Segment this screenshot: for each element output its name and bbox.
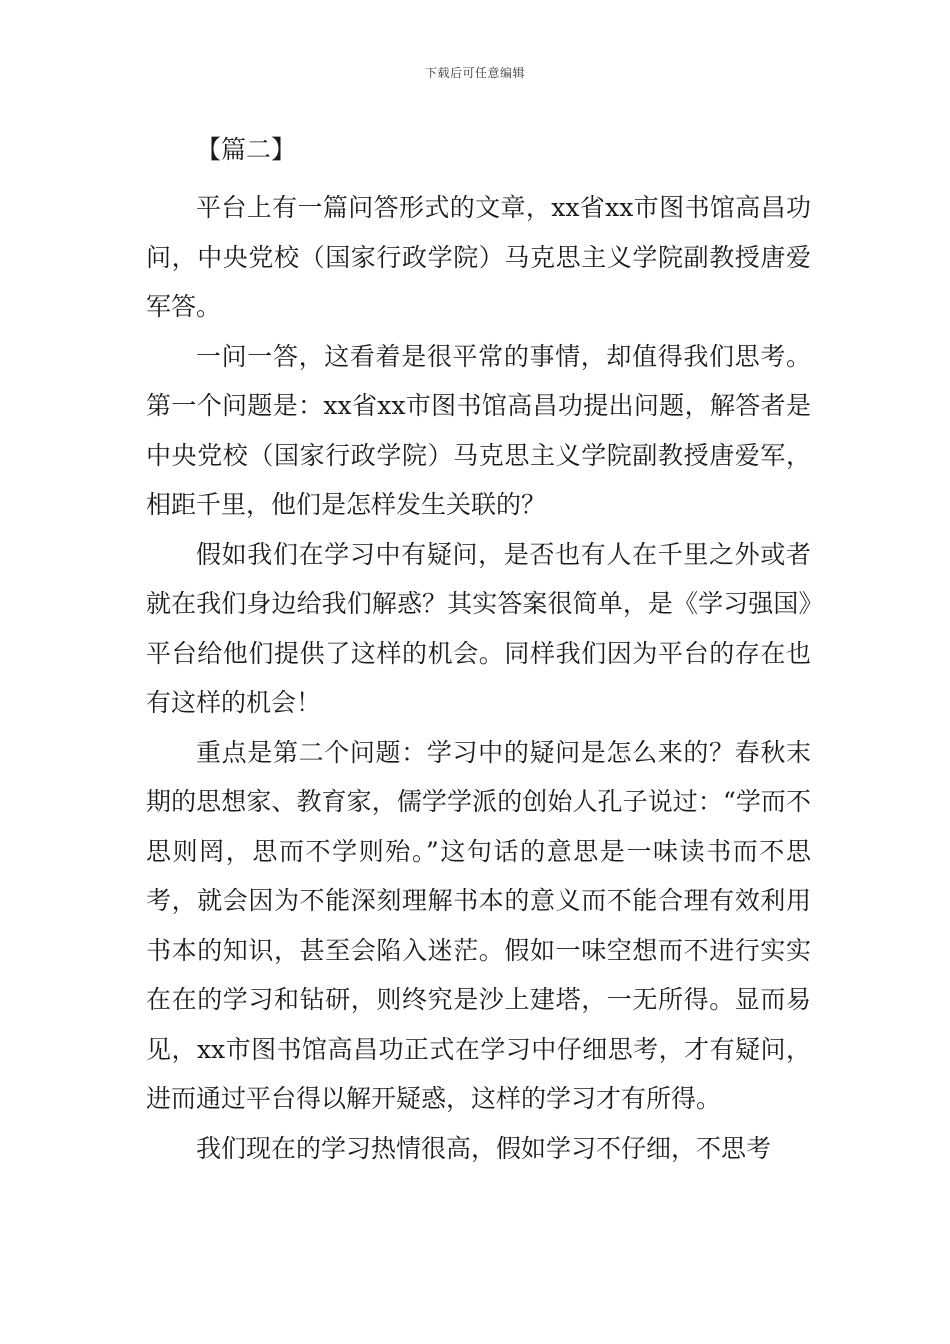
paragraph-3: 假如我们在学习中有疑问，是否也有人在千里之外或者就在我们身边给我们解惑？其实答案很简单，是《学习强国》平台给他们提供了这样的机会。同样我们因为平台的存在也有这样的机会！ [146, 539, 811, 717]
page-header: 下载后可任意编辑 [424, 66, 525, 80]
section-title: 【篇二】 [196, 135, 297, 164]
paragraph-5: 我们现在的学习热情很高，假如学习不仔细，不思考 [196, 1133, 772, 1163]
paragraph-2: 一问一答，这看着是很平常的事情，却值得我们思考。第一个问题是：xx省xx市图书馆高昌功提出问题，解答者是中央党校（国家行政学院）马克思主义学院副教授唐爱军，相距千里，他们是怎样发生关联的？ [146, 341, 811, 519]
paragraph-4: 重点是第二个问题：学习中的疑问是怎么来的？春秋末期的思想家、教育家，儒学学派的创始人孔子说过：“学而不思则罔，思而不学则殆。”这句话的意思是一味读书而不思考，就会因为不能深刻理解书本的意义而不能合理有效利用书本的知识，甚至会陷入迷茫。假如一味空想而不进行实实在在的学习和钻研，则终究是沙上建塔，一无所得。显而易见，xx市图书馆高昌功正式在学习中仔细思考，才有疑问，进而通过平台得以解开疑惑，这样的学习才有所得。 [146, 737, 811, 1113]
paragraph-1: 平台上有一篇问答形式的文章，xx省xx市图书馆高昌功问，中央党校（国家行政学院）马克思主义学院副教授唐爱军答。 [146, 193, 811, 321]
document-body [146, 125, 811, 1173]
